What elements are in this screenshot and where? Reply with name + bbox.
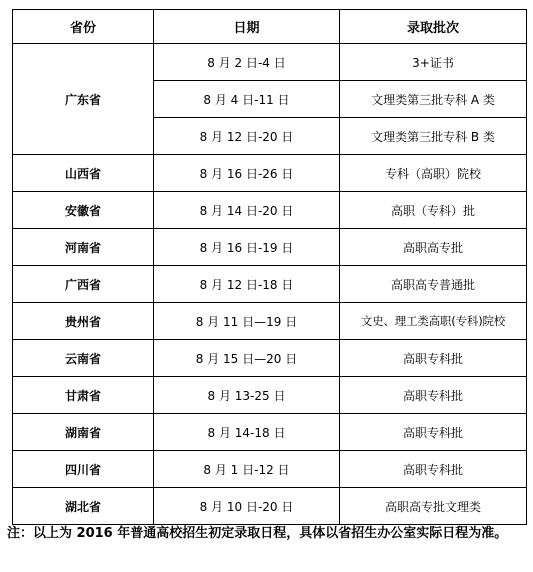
batch-cell: 高职专科批 — [340, 340, 527, 377]
table-row — [13, 451, 527, 488]
date-cell: 8 月 13-25 日 — [154, 377, 340, 414]
header-batch: 录取批次 — [340, 10, 527, 44]
date-cell: 8 月 12 日-20 日 — [154, 118, 340, 155]
province-cell: 安徽省 — [13, 192, 154, 229]
batch-cell: 高职专科批 — [340, 451, 527, 488]
date-cell: 8 月 12 日-18 日 — [154, 266, 340, 303]
date-cell: 8 月 2 日-4 日 — [154, 44, 340, 81]
batch-cell: 文理类第三批专科 B 类 — [340, 118, 527, 155]
table-row — [13, 155, 527, 192]
admission-schedule-table — [12, 9, 527, 525]
batch-cell: 高职高专批 — [340, 229, 527, 266]
batch-cell: 高职专科批 — [340, 414, 527, 451]
footnote: 注：以上为 2016 年普通高校招生初定录取日程，具体以省招生办公室实际日程为准。 — [7, 526, 508, 541]
batch-cell: 高职高专普通批 — [340, 266, 527, 303]
batch-cell: 文理类第三批专科 A 类 — [340, 81, 527, 118]
batch-cell: 高职高专批文理类 — [340, 488, 527, 525]
table-row — [13, 377, 527, 414]
table-row — [13, 303, 527, 340]
province-cell: 云南省 — [13, 340, 154, 377]
province-cell: 湖北省 — [13, 488, 154, 525]
batch-cell: 高职专科批 — [340, 377, 527, 414]
batch-cell: 高职（专科）批 — [340, 192, 527, 229]
province-cell: 贵州省 — [13, 303, 154, 340]
table-row — [13, 488, 527, 525]
table-row — [13, 340, 527, 377]
table-row — [13, 414, 527, 451]
date-cell: 8 月 4 日-11 日 — [154, 81, 340, 118]
batch-cell: 3+证书 — [340, 44, 527, 81]
header-row — [13, 10, 527, 44]
date-cell: 8 月 1 日-12 日 — [154, 451, 340, 488]
province-cell: 山西省 — [13, 155, 154, 192]
batch-cell: 专科（高职）院校 — [340, 155, 527, 192]
table-row — [13, 266, 527, 303]
province-cell: 河南省 — [13, 229, 154, 266]
province-cell: 广西省 — [13, 266, 154, 303]
date-cell: 8 月 10 日-20 日 — [154, 488, 340, 525]
province-cell: 广东省 — [13, 44, 154, 155]
date-cell: 8 月 16 日-19 日 — [154, 229, 340, 266]
date-cell: 8 月 14 日-20 日 — [154, 192, 340, 229]
header-date: 日期 — [154, 10, 340, 44]
table-row — [13, 44, 527, 81]
date-cell: 8 月 15 日—20 日 — [154, 340, 340, 377]
batch-cell: 文史、理工类高职(专科)院校 — [340, 303, 527, 340]
province-cell: 四川省 — [13, 451, 154, 488]
header-province: 省份 — [13, 10, 154, 44]
province-cell: 湖南省 — [13, 414, 154, 451]
date-cell: 8 月 14-18 日 — [154, 414, 340, 451]
table-row — [13, 229, 527, 266]
table-row — [13, 192, 527, 229]
date-cell: 8 月 11 日—19 日 — [154, 303, 340, 340]
province-cell: 甘肃省 — [13, 377, 154, 414]
date-cell: 8 月 16 日-26 日 — [154, 155, 340, 192]
admission-schedule — [12, 9, 526, 525]
